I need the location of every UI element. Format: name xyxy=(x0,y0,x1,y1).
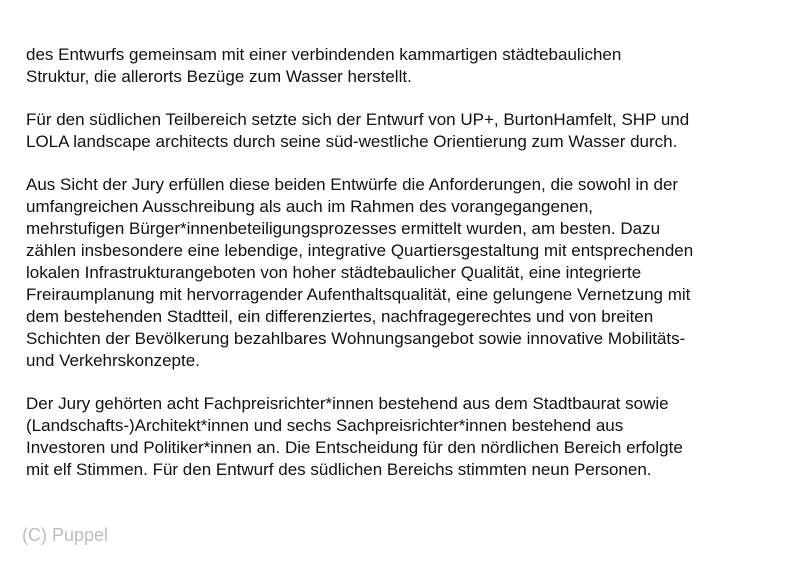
text-line: (Landschafts-)Architekt*innen und sechs Sachpreisrichter*innen bestehend aus xyxy=(26,416,624,435)
text-line: mehrstufigen Bürger*innenbeteiligungsprozesses ermittelt wurden, am besten. Dazu xyxy=(26,219,661,238)
text-line: LOLA landscape architects durch seine süd-westliche Orientierung zum Wasser durch. xyxy=(26,132,678,151)
text-line: Der Jury gehörten acht Fachpreisrichter*innen bestehend aus dem Stadtbaurat sowie xyxy=(26,394,669,413)
text-line: lokalen Infrastrukturangeboten von hoher städtebaulicher Qualität, eine integrierte xyxy=(26,263,642,282)
text-line: Aus Sicht der Jury erfüllen diese beiden Entwürfe die Anforderungen, die sowohl in der xyxy=(26,175,679,194)
text-line: Struktur, die allerorts Bezüge zum Wasser herstellt. xyxy=(26,67,412,86)
text-line: Investoren und Politiker*innen an. Die Entscheidung für den nördlichen Bereich erfolgte xyxy=(26,438,683,457)
text-line: Schichten der Bevölkerung bezahlbares Wohnungsangebot sowie innovative Mobilitäts- xyxy=(26,329,686,348)
text-line: des Entwurfs gemeinsam mit einer verbindenden kammartigen städtebaulichen xyxy=(26,45,622,64)
text-line: mit elf Stimmen. Für den Entwurf des südlichen Bereichs stimmten neun Personen. xyxy=(26,460,652,479)
document-body xyxy=(26,44,786,502)
text-line: Freiraumplanung mit hervorragender Aufenthaltsqualität, eine gelungene Vernetzung mit xyxy=(26,285,691,304)
text-line: umfangreichen Ausschreibung als auch im Rahmen des vorangegangenen, xyxy=(26,197,594,216)
text-line: zählen insbesondere eine lebendige, integrative Quartiersgestaltung mit entsprechenden xyxy=(26,241,694,260)
paragraph xyxy=(26,393,786,481)
paragraph xyxy=(26,109,786,153)
paragraph xyxy=(26,44,786,88)
text-line: und Verkehrskonzepte. xyxy=(26,351,200,370)
paragraph xyxy=(26,174,786,372)
copyright-watermark: (C) Puppel xyxy=(22,525,109,545)
text-line: dem bestehenden Stadtteil, ein differenziertes, nachfragegerechtes und von breiten xyxy=(26,307,654,326)
text-line: Für den südlichen Teilbereich setzte sich der Entwurf von UP+, BurtonHamfelt, SHP und xyxy=(26,110,690,129)
